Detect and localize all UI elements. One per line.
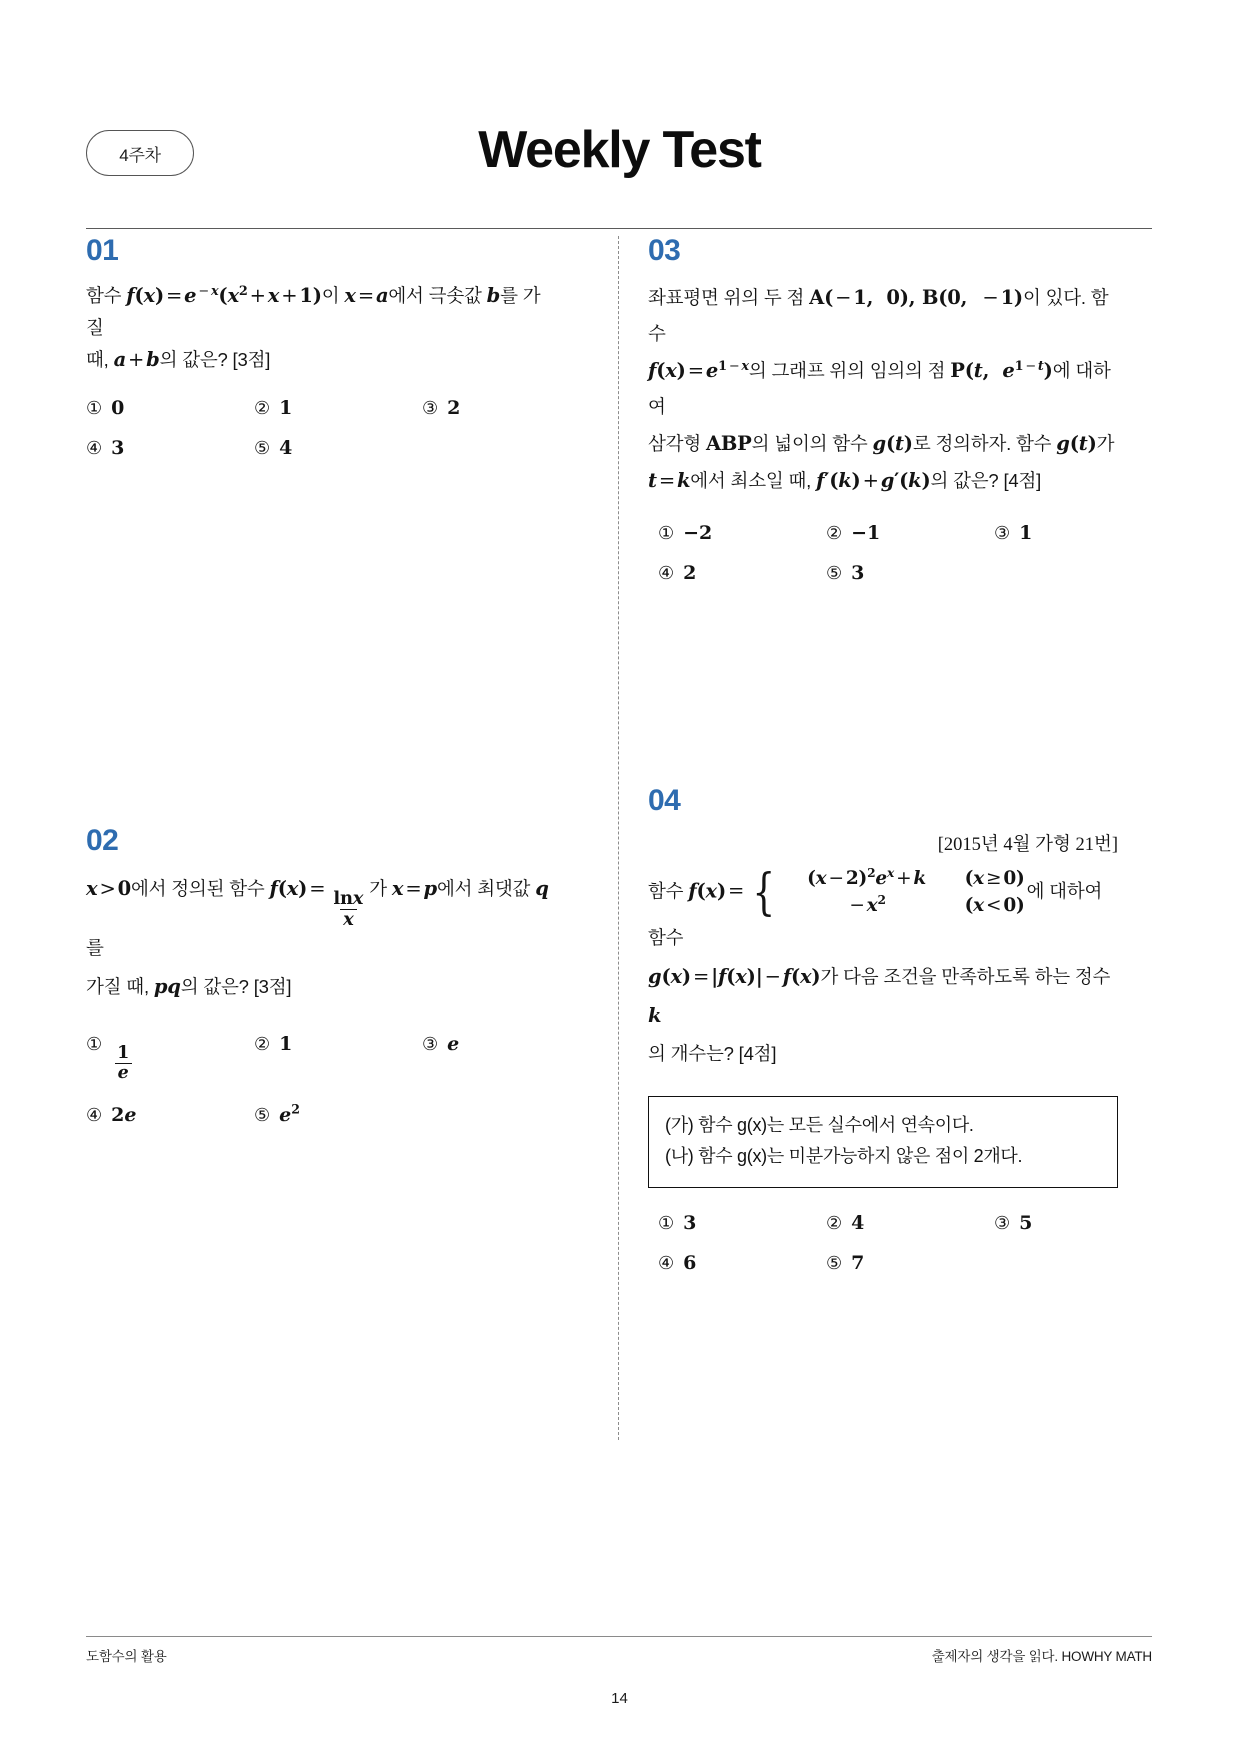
choice-value: $e^2$: [279, 1101, 300, 1127]
choice-mark: ①: [658, 1212, 675, 1234]
piecewise-row-2: [783, 893, 1025, 920]
choice-mark: ③: [422, 397, 439, 419]
choice-value: 2: [683, 562, 697, 585]
choice-mark: ⑤: [254, 437, 271, 459]
choice-value: e: [447, 1032, 460, 1055]
choice-mark: ③: [422, 1033, 439, 1055]
choice-row: [86, 397, 556, 423]
problem-04: [648, 786, 1118, 1278]
choice-mark: ④: [658, 1252, 675, 1274]
choice-mark: ⑤: [826, 563, 843, 585]
choice-mark: ④: [86, 1105, 103, 1127]
problem-02-stem: x > 0에서 정의된 함수 f(x) = $\frac{\ln x}{x}$ 가 x = p에서 최댓값 q를 가질 때, pq의 값은? [3점]: [86, 877, 549, 998]
choice-mark: ②: [254, 1033, 271, 1055]
choice-row: [658, 562, 1118, 588]
choice-value: 7: [851, 1251, 865, 1274]
p04-text-2: 에 대하여 함수: [648, 880, 1103, 948]
problem-number-02: 02: [86, 824, 119, 857]
p01-text-2: 에서 극솟값: [388, 285, 487, 306]
piecewise-row-1: [783, 866, 1025, 893]
choice-row: [86, 437, 556, 463]
p03-text-8: 가: [1096, 433, 1115, 455]
conditions-box: [648, 1096, 1118, 1188]
choice-value: 5: [1019, 1211, 1033, 1234]
choice-3[interactable]: [994, 522, 1162, 544]
piecewise-expression-1: $(x - 2)^2e^x + k$: [807, 865, 927, 889]
fraction-1-over-e: $\frac{1}{e}$: [114, 1044, 132, 1082]
choice-value: 1: [279, 396, 293, 419]
choice-2[interactable]: [254, 1033, 422, 1055]
choice-value: 3: [851, 562, 865, 585]
p02-text-3: 에서 최댓값: [436, 878, 536, 899]
condition-item-na: (나) 함수 g(x)는 미분가능하지 않은 점이 2개다.: [665, 1146, 1023, 1167]
p01-text-3: 를 가질: [86, 285, 541, 338]
choice-value: 1: [1019, 522, 1033, 545]
choice-value: −2: [683, 522, 713, 545]
p01-text-5: 의 값은? [3점]: [159, 349, 271, 371]
choice-value: 3: [683, 1211, 697, 1234]
problem-number-01: 01: [86, 234, 119, 267]
choice-row: [86, 1033, 556, 1082]
p02-text-6: 의 값은? [3점]: [180, 975, 292, 997]
choice-mark: ③: [994, 523, 1011, 545]
p02-text-4: 를: [86, 936, 104, 958]
footer-brand-label: 출제자의 생각을 읽다. HOWHY MATH: [931, 1649, 1152, 1664]
p03-text-9: 에서 최소일 때,: [690, 470, 817, 492]
problem-02: [86, 826, 556, 1130]
choice-value: 2e: [111, 1104, 137, 1127]
footer-chapter-label: 도함수의 활용: [86, 1649, 167, 1664]
p03-text-10: 의 값은? [4점]: [930, 470, 1042, 492]
page-header: [0, 120, 1239, 190]
choice-4[interactable]: [86, 1104, 254, 1126]
choice-value: 4: [279, 436, 293, 459]
choice-value: 6: [683, 1251, 697, 1274]
choice-mark: ④: [658, 563, 675, 585]
p04-text-1: 함수: [648, 880, 689, 902]
problem-04-choices: [648, 1212, 1118, 1278]
choice-1[interactable]: [86, 397, 254, 419]
choice-mark: ①: [658, 523, 675, 545]
p01-text-1: 함수: [86, 285, 127, 306]
choice-mark: ①: [86, 1033, 103, 1055]
choice-5[interactable]: [826, 562, 994, 584]
problem-03: [648, 236, 1118, 588]
choice-1[interactable]: [658, 1212, 826, 1234]
condition-item-ga: (가) 함수 g(x)는 모든 실수에서 연속이다.: [665, 1114, 974, 1135]
problem-03-stem: 좌표평면 위의 두 점 A( − 1, 0), B(0, − 1)이 있다. 함수 $f(x) = e^{1 - x}$의 그래프 위의 임의의 점 P(t, $e^{1 - t}$)에 대하여 삼각형 ABP의 넓이의 함수 g(t)로 정의하자. 함수 g(t)가 t = k에서 최소일 때, f′(k) + g′(k)의 값은? [4점]: [648, 286, 1115, 493]
p01-text-4: 때,: [86, 349, 114, 371]
page-number: 14: [611, 1690, 628, 1707]
choice-row: [658, 522, 1118, 548]
piecewise-condition-2: (x < 0): [964, 894, 1025, 916]
choice-3[interactable]: [994, 1212, 1162, 1234]
choice-1[interactable]: [658, 522, 826, 544]
choice-4[interactable]: [658, 1252, 826, 1274]
choice-mark: ⑤: [254, 1105, 271, 1127]
problem-01-stem: 함수 f(x) = e $^{- x}(x^2 + x + 1)$이 x = a에서 극솟값 b를 가질 때, a + b의 값은? [3점]: [86, 283, 541, 372]
choice-4[interactable]: [658, 562, 826, 584]
choice-5[interactable]: [254, 437, 422, 459]
choice-3[interactable]: [422, 1033, 590, 1055]
choice-value: 3: [111, 436, 125, 459]
choice-mark: ③: [994, 1212, 1011, 1234]
p04-text-3: 가 다음 조건을 만족하도록 하는 정수: [820, 965, 1111, 987]
header-divider-rule: [86, 228, 1152, 229]
choice-row: [86, 1101, 556, 1130]
footer-divider-rule: [86, 1636, 1152, 1637]
choice-mark: ②: [826, 523, 843, 545]
choice-1[interactable]: [86, 1033, 254, 1082]
left-brace-glyph: {: [752, 863, 776, 922]
choice-mark: ④: [86, 437, 103, 459]
choice-mark: ②: [826, 1212, 843, 1234]
choice-mark: ①: [86, 397, 103, 419]
choice-2[interactable]: [826, 522, 994, 544]
p03-text-5: 삼각형: [648, 433, 706, 455]
problem-number-04: 04: [648, 784, 681, 817]
p03-text-4: 에 대하여: [648, 360, 1111, 418]
piecewise-function: [748, 863, 1025, 922]
p03-text-1: 좌표평면 위의 두 점: [648, 287, 810, 308]
piecewise-expression-2: − $x^2$: [849, 892, 886, 916]
p03-text-3: 의 그래프 위의 임의의 점: [748, 360, 951, 382]
p03-text-7: 로 정의하자. 함수: [912, 433, 1057, 455]
p02-text-2: 가: [369, 878, 392, 899]
choice-2[interactable]: [826, 1212, 994, 1234]
problem-03-choices: [648, 522, 1118, 588]
problem-number-03: 03: [648, 234, 681, 267]
choice-value: 0: [111, 396, 125, 419]
problem-04-source: [2015년 4월 가형 21번]: [937, 835, 1118, 855]
choice-2[interactable]: [254, 397, 422, 419]
choice-5[interactable]: [826, 1252, 994, 1274]
week-badge: 4주차: [86, 130, 194, 176]
choice-value: [111, 1033, 135, 1082]
choice-5[interactable]: [254, 1101, 422, 1127]
p02-text-1: 에서 정의된 함수: [130, 878, 270, 899]
p04-text-4: 의 개수는? [4점]: [648, 1042, 777, 1064]
choice-row: [658, 1252, 1118, 1278]
choice-mark: ⑤: [826, 1252, 843, 1274]
choice-value: 1: [279, 1032, 293, 1055]
p03-text-2: 이 있다. 함수: [648, 287, 1109, 345]
choice-4[interactable]: [86, 437, 254, 459]
problem-01-choices: [86, 397, 556, 463]
problem-02-choices: [86, 1033, 556, 1130]
p02-text-5: 가질 때,: [86, 975, 154, 997]
fraction-lnx-over-x: $\frac{\ln x}{x}$: [333, 887, 364, 930]
choice-value: 4: [851, 1211, 865, 1234]
choice-3[interactable]: [422, 397, 590, 419]
piecewise-condition-1: (x ≥ 0): [964, 868, 1025, 889]
page-title: Weekly Test: [478, 121, 761, 179]
choice-row: [658, 1212, 1118, 1238]
choice-mark: ②: [254, 397, 271, 419]
p03-text-6: 의 넓이의 함수: [751, 433, 873, 455]
choice-value: 2: [447, 396, 461, 419]
problem-01: [86, 236, 556, 463]
problem-04-stem: 함수 f(x) = { $(x - 2)^2e^x + k$ (x ≥ 0) − $x^2$ (x < 0) 에 대하여 함수 g(x) = |f(x)| − f(x)가 다음 조건을 만족하도록 하는 정수 k 의 개수는? [4점]: [648, 863, 1111, 1064]
column-divider: [618, 236, 619, 1440]
choice-value: −1: [851, 522, 881, 545]
